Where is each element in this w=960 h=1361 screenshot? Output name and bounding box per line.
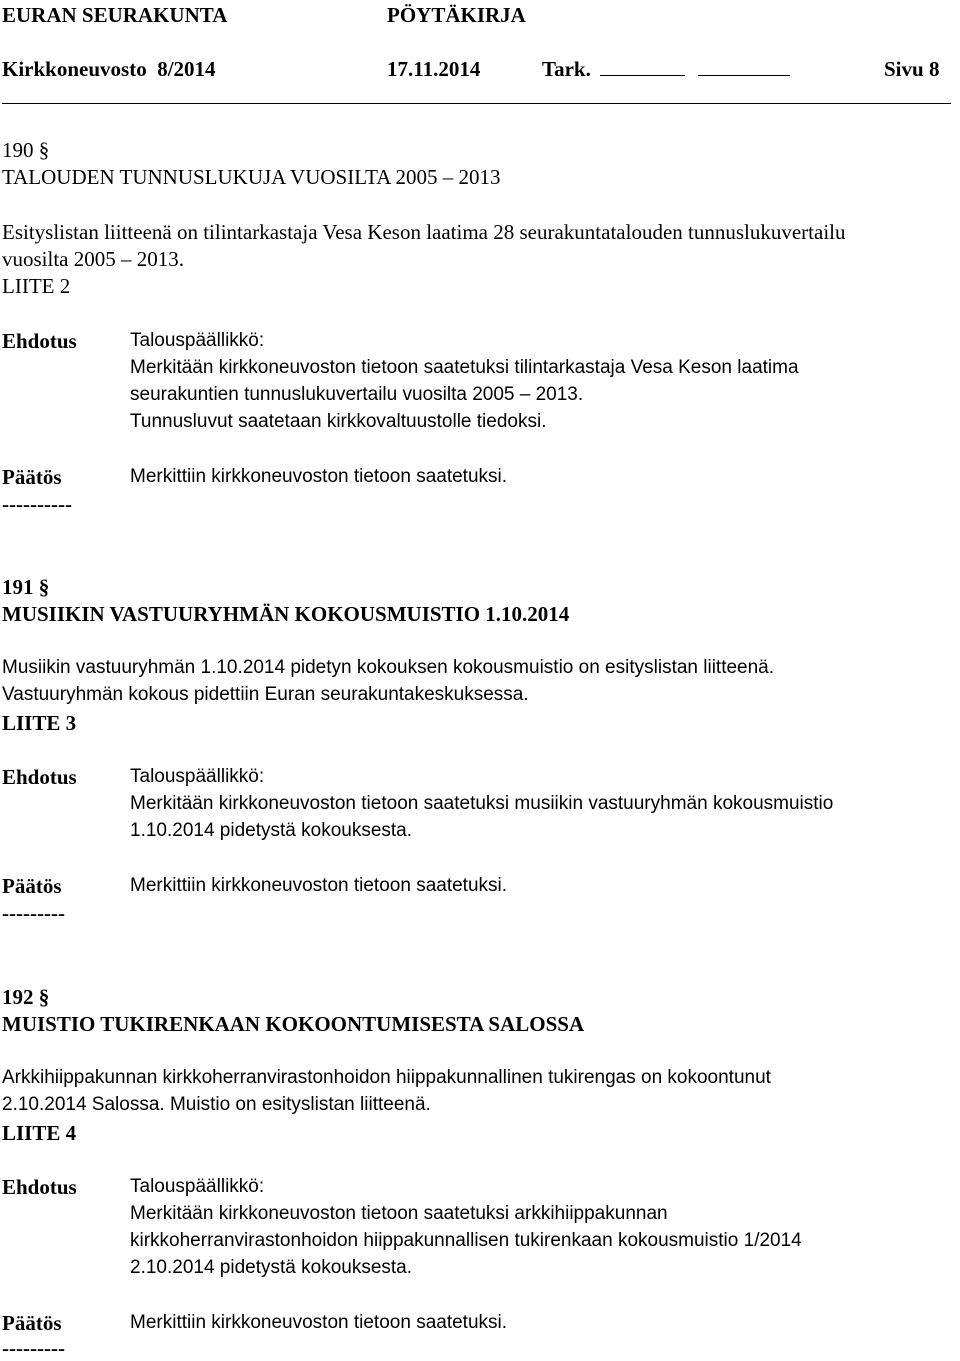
section-title: MUSIIKIN VASTUURYHMÄN KOKOUSMUISTIO 1.10.2014 [2, 602, 570, 626]
section-intro-line: Esityslistan liitteenä on tilintarkastaja Vesa Keson laatima 28 seurakuntatalouden tunnuslukuvertailu [2, 220, 846, 244]
proposal-label: Ehdotus [2, 1175, 77, 1199]
section-title: MUISTIO TUKIRENKAAN KOKOONTUMISESTA SALOSSA [2, 1012, 585, 1036]
section-intro-line: Vastuuryhmän kokous pidettiin Euran seurakuntakeskuksessa. [2, 684, 529, 705]
meeting-body-number: Kirkkoneuvosto 8/2014 [2, 57, 216, 81]
attachment-label: LIITE 2 [2, 274, 71, 298]
section-title: TALOUDEN TUNNUSLUKUJA VUOSILTA 2005 – 2013 [2, 165, 501, 189]
proposal-text-line: 1.10.2014 pidetystä kokouksesta. [130, 820, 413, 841]
doc-type: PÖYTÄKIRJA [387, 3, 526, 27]
section-separator: --------- [2, 901, 65, 925]
section-number: 191 § [2, 575, 50, 599]
proposer: Talouspäällikkö: [130, 766, 265, 787]
section-intro-line: 2.10.2014 Salossa. Muistio on esityslistan liitteenä. [2, 1094, 431, 1115]
proposal-text-line: seurakuntien tunnuslukuvertailu vuosilta 2005 – 2013. [130, 384, 584, 405]
reviewer-label: Tark. [542, 57, 591, 81]
proposal-text-line: Merkitään kirkkoneuvoston tietoon saatetuksi musiikin vastuuryhmän kokousmuistio [130, 793, 834, 814]
proposal-label: Ehdotus [2, 329, 77, 353]
proposal-text-line: Tunnusluvut saatetaan kirkkovaltuustolle tiedoksi. [130, 411, 547, 432]
proposal-text-line: Merkitään kirkkoneuvoston tietoon saatetuksi arkkihiippakunnan [130, 1203, 668, 1224]
proposer: Talouspäällikkö: [130, 330, 265, 351]
meeting-date: 17.11.2014 [387, 57, 481, 81]
section-intro-line: Musiikin vastuuryhmän 1.10.2014 pidetyn kokouksen kokousmuistio on esityslistan liitteenä. [2, 657, 775, 678]
page-number: Sivu 8 [884, 57, 940, 81]
proposal-text-line: 2.10.2014 pidetystä kokouksesta. [130, 1257, 413, 1278]
proposal-label: Ehdotus [2, 765, 77, 789]
proposer: Talouspäällikkö: [130, 1176, 265, 1197]
org-name: EURAN SEURAKUNTA [2, 3, 228, 27]
decision-label: Päätös [2, 465, 62, 489]
decision-label: Päätös [2, 1311, 62, 1335]
proposal-text-line: Merkitään kirkkoneuvoston tietoon saatetuksi tilintarkastaja Vesa Keson laatima [130, 357, 799, 378]
reviewer-blank-2 [698, 75, 790, 76]
section-separator: ---------- [2, 492, 72, 516]
decision-label: Päätös [2, 874, 62, 898]
decision-text: Merkittiin kirkkoneuvoston tietoon saatetuksi. [130, 1312, 508, 1333]
attachment-label: LIITE 3 [2, 711, 77, 735]
proposal-text-line: kirkkoherranvirastonhoidon hiippakunnallisen tukirenkaan kokousmuistio 1/2014 [130, 1230, 802, 1251]
section-intro-line: vuosilta 2005 – 2013. [2, 247, 184, 271]
reviewer-blank-1 [600, 75, 685, 76]
attachment-label: LIITE 4 [2, 1121, 77, 1145]
decision-text: Merkittiin kirkkoneuvoston tietoon saatetuksi. [130, 875, 508, 896]
section-intro-line: Arkkihiippakunnan kirkkoherranvirastonhoidon hiippakunnallinen tukirengas on kokoontunut [2, 1067, 771, 1088]
section-number: 190 § [2, 138, 50, 162]
decision-text: Merkittiin kirkkoneuvoston tietoon saatetuksi. [130, 466, 508, 487]
section-number: 192 § [2, 985, 50, 1009]
reviewer-field [542, 56, 790, 82]
section-separator: --------- [2, 1336, 65, 1360]
header-divider [2, 103, 951, 104]
